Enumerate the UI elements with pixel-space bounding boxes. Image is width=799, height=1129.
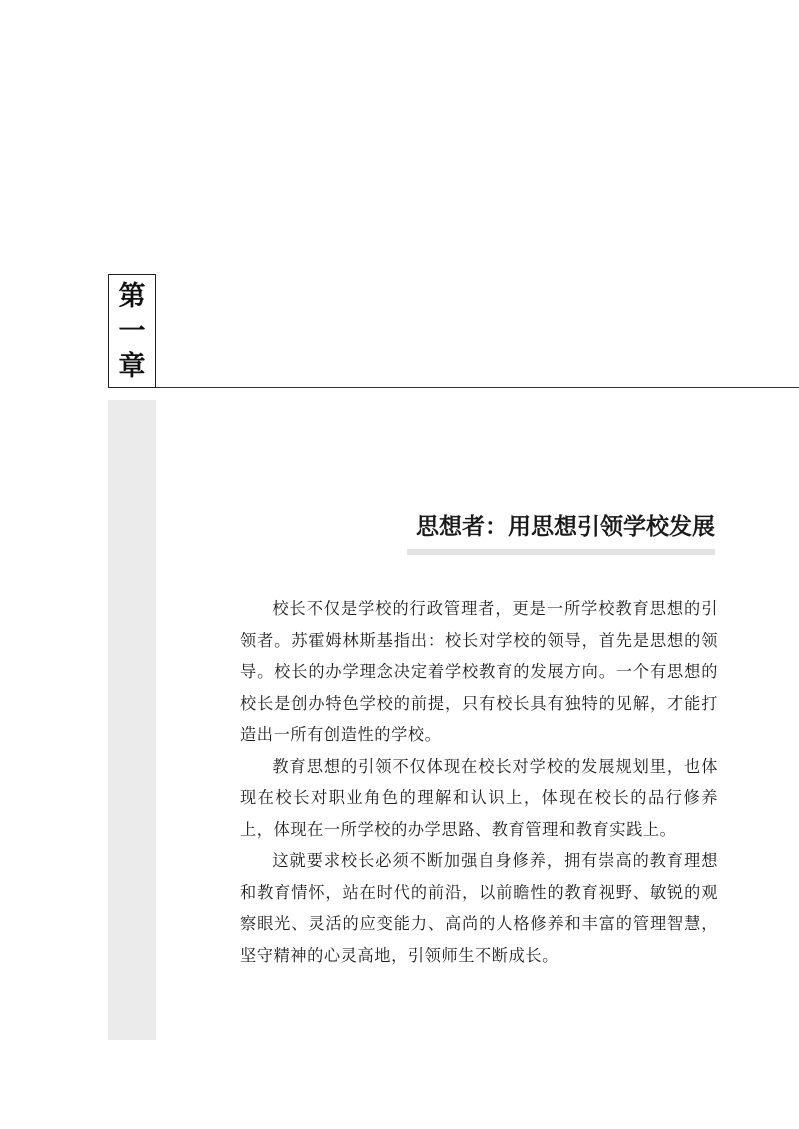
chapter-label-char: 第 (118, 280, 146, 312)
chapter-label-char: 章 (118, 350, 146, 382)
paragraph: 校长不仅是学校的行政管理者，更是一所学校教育思想的引领者。苏霍姆林斯基指出：校长对学校的领导，首先是思想的领导。校长的办学理念决定着学校教育的发展方向。一个有思想的校长是创办特色学校的前提，只有校长具有独特的见解，才能打造出一所有创造性的学校。 (240, 599, 718, 744)
title-underline (407, 549, 715, 555)
chapter-label (108, 274, 156, 388)
chapter-rule-line (156, 387, 799, 388)
paragraph: 这就要求校长必须不断加强自身修养，拥有崇高的教育理想和教育情怀，站在时代的前沿，以前瞻性的教育视野、敏锐的观察眼光、灵活的应变能力、高尚的人格修养和丰富的管理智慧，坚守精神的心灵高地，引领师生不断成长。 (240, 851, 718, 965)
chapter-label-char: 一 (118, 315, 146, 347)
side-decoration-strip (108, 400, 156, 1040)
paragraph: 教育思想的引领不仅体现在校长对学校的发展规划里，也体现在校长对职业角色的理解和认识上，体现在校长的品行修养上，体现在一所学校的办学思路、教育管理和教育实践上。 (240, 756, 718, 839)
body-text (240, 593, 718, 971)
chapter-title: 思想者：用思想引领学校发展 (416, 514, 715, 540)
